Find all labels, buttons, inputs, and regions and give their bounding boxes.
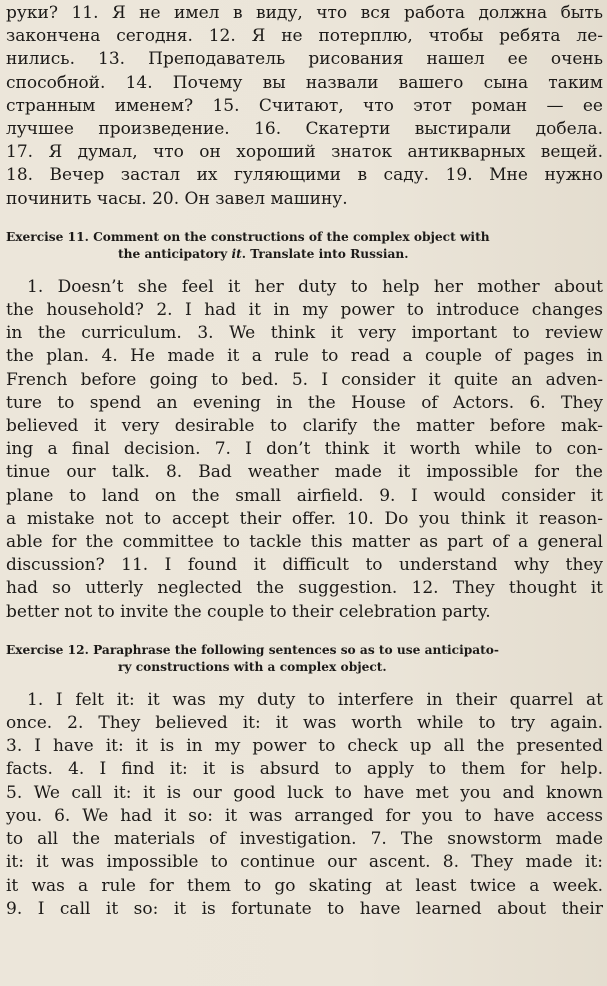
text-line: a mistake not to accept their offer. 10. Do you think it reason-: [6, 508, 603, 529]
heading-line: Exercise 11. Comment on the constructions of the complex object with: [6, 229, 490, 244]
text-line: French before going to bed. 5. I consider it quite an adven-: [6, 369, 603, 390]
heading-line: Exercise 12. Paraphrase the following sentences so as to use anticipato-: [6, 642, 499, 657]
text-line: руки? 11. Я не имел в виду, что вся работа должна быть: [6, 3, 603, 23]
heading-italic-word: it: [231, 247, 242, 262]
text-line: better not to invite the couple to their celebration party.: [6, 601, 491, 622]
text-line: facts. 4. I find it: it is absurd to apply to them for help.: [6, 759, 603, 780]
text-line: закончена сегодня. 12. Я не потерплю, чтобы ребята ле-: [6, 26, 603, 47]
text-line: странным именем? 15. Считают, что этот роман — ее: [6, 95, 603, 116]
text-line: believed it very desirable to clarify the matter before mak-: [6, 416, 603, 437]
text-line: it: it was impossible to continue our ascent. 8. They made it:: [6, 852, 603, 873]
text-line: tinue our talk. 8. Bad weather made it impossible for the: [6, 462, 603, 483]
text-line: 18. Вечер застал их гуляющими в саду. 19. Мне нужно: [6, 165, 603, 186]
exercise-12-heading: [6, 642, 603, 677]
text-line: the plan. 4. He made it a rule to read a couple of pages in: [6, 346, 603, 367]
russian-sentences-paragraph: [6, 2, 603, 211]
text-line: способной. 14. Почему вы назвали вашего сына таким: [6, 72, 603, 93]
exercise-12-text: [6, 689, 603, 921]
text-line: 1. Doesn’t she feel it her duty to help her mother about: [27, 276, 603, 297]
text-line: the household? 2. I had it in my power to introduce changes: [6, 300, 603, 321]
text-line: 3. I have it: it is in my power to check up all the presented: [6, 736, 603, 757]
exercise-11-text: [6, 276, 603, 624]
text-line: починить часы. 20. Он завел машину.: [6, 188, 348, 209]
text-line: able for the committee to tackle this matter as part of a general: [6, 532, 603, 553]
text-line: discussion? 11. I found it difficult to understand why they: [6, 555, 603, 576]
text-line: in the curriculum. 3. We think it very important to review: [6, 323, 603, 344]
text-line: 5. We call it: it is our good luck to have met you and known: [6, 782, 603, 803]
heading-text: . Translate into Russian.: [241, 247, 409, 262]
heading-text: the anticipatory: [118, 247, 232, 262]
text-line: 17. Я думал, что он хороший знаток антикварных вещей.: [6, 142, 603, 163]
text-line: to all the materials of investigation. 7. The snowstorm made: [6, 829, 603, 850]
text-line: лучшее произведение. 16. Скатерти выстирали добела.: [6, 119, 603, 140]
exercise-11-heading: [6, 229, 603, 264]
text-line: нились. 13. Преподаватель рисования нашел ее очень: [6, 49, 603, 70]
heading-line: ry constructions with a complex object.: [118, 660, 387, 675]
text-line: ture to spend an evening in the House of Actors. 6. They: [6, 392, 603, 413]
text-line: 9. I call it so: it is fortunate to have learned about their: [6, 898, 603, 919]
text-line: ing a final decision. 7. I don’t think it worth while to con-: [6, 439, 603, 460]
text-line: plane to land on the small airfield. 9. I would consider it: [6, 485, 603, 506]
text-line: had so utterly neglected the suggestion. 12. They thought it: [6, 578, 603, 599]
text-line: you. 6. We had it so: it was arranged for you to have access: [6, 805, 603, 826]
text-line: 1. I felt it: it was my duty to interfere in their quarrel at: [27, 689, 603, 710]
heading-line: [6, 246, 603, 264]
text-line: it was a rule for them to go skating at least twice a week.: [6, 875, 603, 896]
text-line: once. 2. They believed it: it was worth while to try again.: [6, 713, 603, 734]
